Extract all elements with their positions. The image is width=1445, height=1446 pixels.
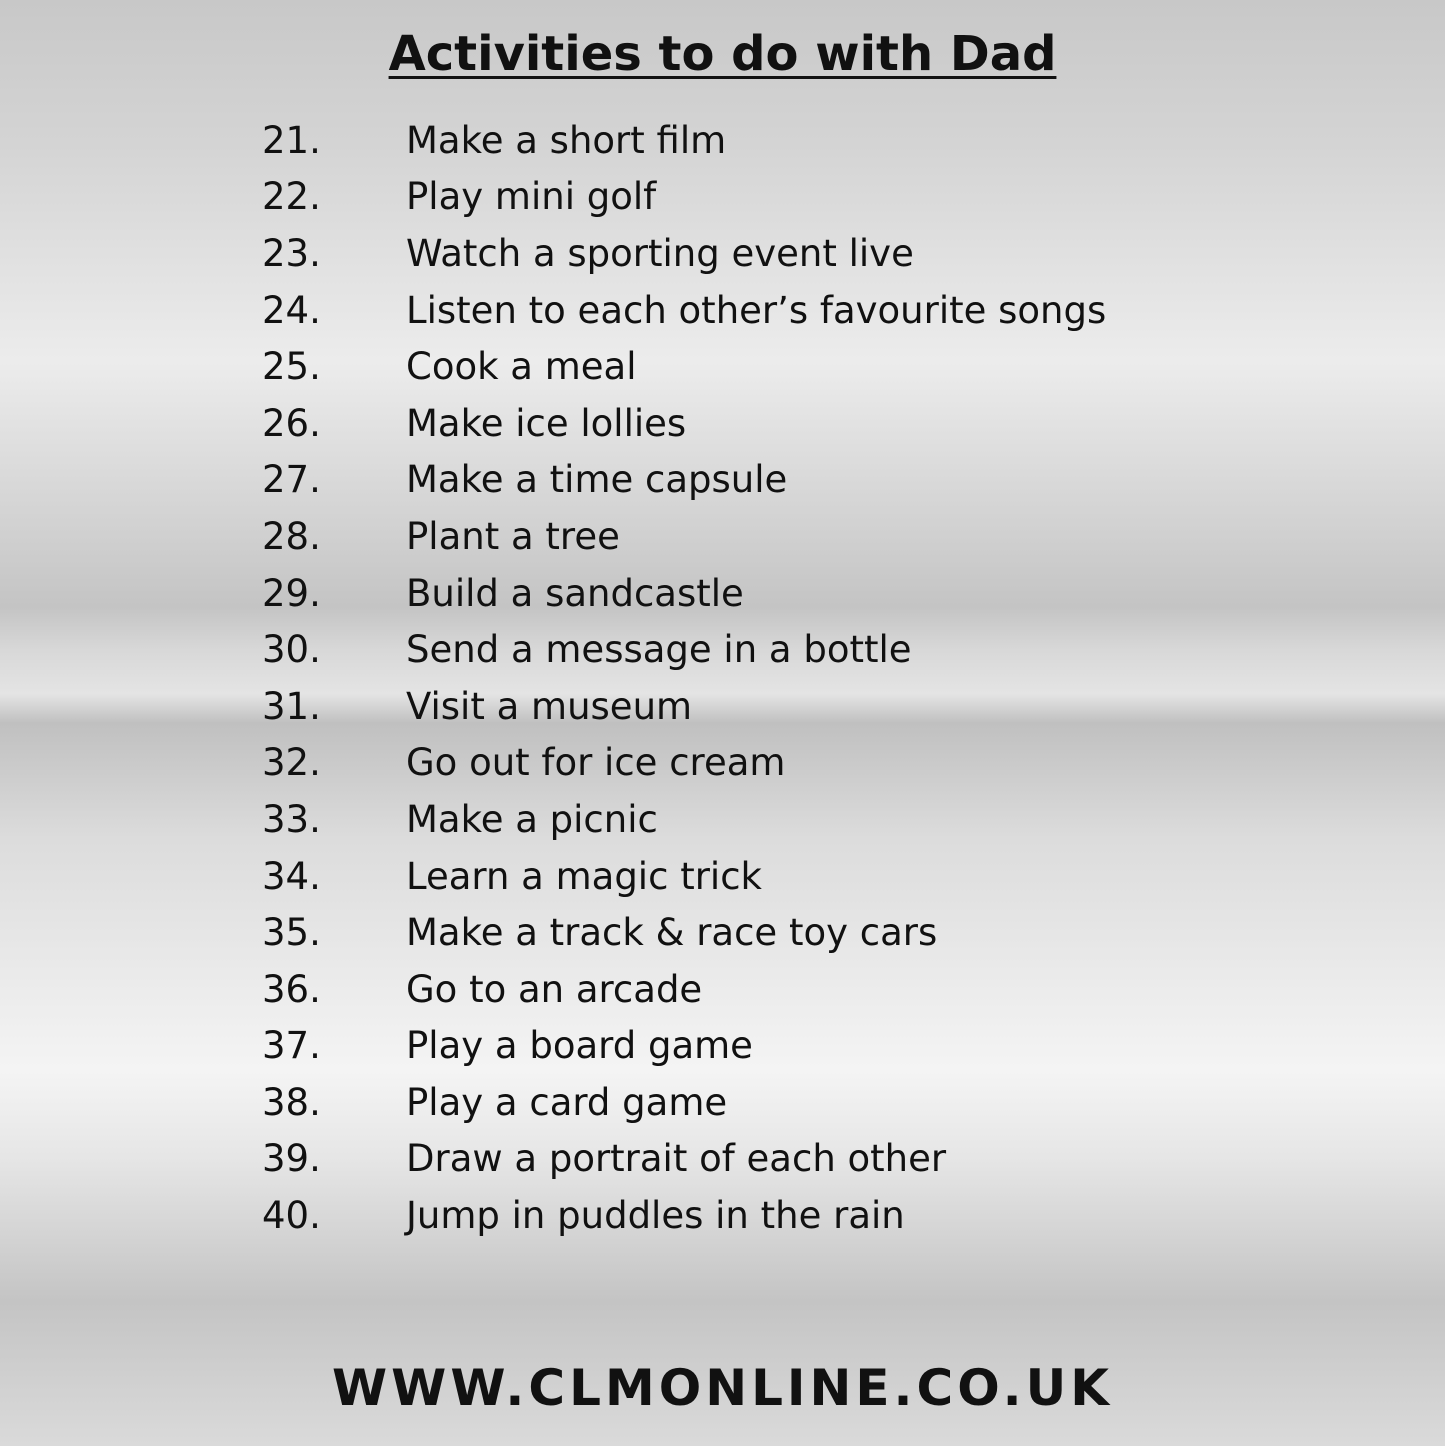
item-number: 40. <box>262 1194 321 1238</box>
list-item <box>262 112 1106 169</box>
item-text: Cook a meal <box>406 345 637 389</box>
list-item <box>262 1187 1106 1244</box>
item-number: 35. <box>262 911 321 955</box>
item-text: Play mini golf <box>406 175 657 219</box>
item-number: 28. <box>262 514 321 558</box>
item-text: Make ice lollies <box>406 401 687 445</box>
item-number: 39. <box>262 1137 321 1181</box>
item-number: 23. <box>262 231 321 275</box>
item-text: Listen to each other’s favourite songs <box>406 288 1107 332</box>
item-number: 37. <box>262 1024 321 1068</box>
item-number: 24. <box>262 288 321 332</box>
list-item <box>262 169 1106 226</box>
item-text: Send a message in a bottle <box>406 628 912 672</box>
item-number: 30. <box>262 628 321 672</box>
item-text: Visit a museum <box>406 684 693 728</box>
item-number: 31. <box>262 684 321 728</box>
item-number: 29. <box>262 571 321 615</box>
list-item <box>262 848 1106 905</box>
activity-list <box>262 112 1106 1244</box>
list-item <box>262 1018 1106 1075</box>
item-text: Play a board game <box>406 1024 753 1068</box>
item-number: 21. <box>262 118 321 162</box>
list-item <box>262 452 1106 509</box>
list-item <box>262 678 1106 735</box>
website-url: WWW.CLMONLINE.CO.UK <box>332 1359 1113 1417</box>
item-text: Make a short film <box>406 118 727 162</box>
page-title: Activities to do with Dad <box>388 26 1057 82</box>
item-text: Make a track & race toy cars <box>406 911 938 955</box>
list-item <box>262 338 1106 395</box>
list-item <box>262 565 1106 622</box>
item-number: 33. <box>262 797 321 841</box>
item-text: Jump in puddles in the rain <box>406 1194 905 1238</box>
list-item <box>262 621 1106 678</box>
item-number: 38. <box>262 1080 321 1124</box>
list-item <box>262 1131 1106 1188</box>
item-text: Go to an arcade <box>406 967 703 1011</box>
list-item <box>262 904 1106 961</box>
list-item <box>262 1074 1106 1131</box>
list-item <box>262 791 1106 848</box>
list-item <box>262 282 1106 339</box>
item-number: 36. <box>262 967 321 1011</box>
item-number: 34. <box>262 854 321 898</box>
item-number: 32. <box>262 741 321 785</box>
item-number: 25. <box>262 345 321 389</box>
list-item <box>262 395 1106 452</box>
item-text: Play a card game <box>406 1080 728 1124</box>
item-number: 22. <box>262 175 321 219</box>
list-item <box>262 225 1106 282</box>
list-item <box>262 735 1106 792</box>
item-text: Draw a portrait of each other <box>406 1137 947 1181</box>
item-text: Build a sandcastle <box>406 571 744 615</box>
item-text: Watch a sporting event live <box>406 231 914 275</box>
list-item <box>262 961 1106 1018</box>
item-text: Make a picnic <box>406 797 658 841</box>
item-number: 26. <box>262 401 321 445</box>
item-text: Learn a magic trick <box>406 854 762 898</box>
list-item <box>262 508 1106 565</box>
item-text: Make a time capsule <box>406 458 788 502</box>
item-text: Plant a tree <box>406 514 620 558</box>
item-number: 27. <box>262 458 321 502</box>
item-text: Go out for ice cream <box>406 741 786 785</box>
